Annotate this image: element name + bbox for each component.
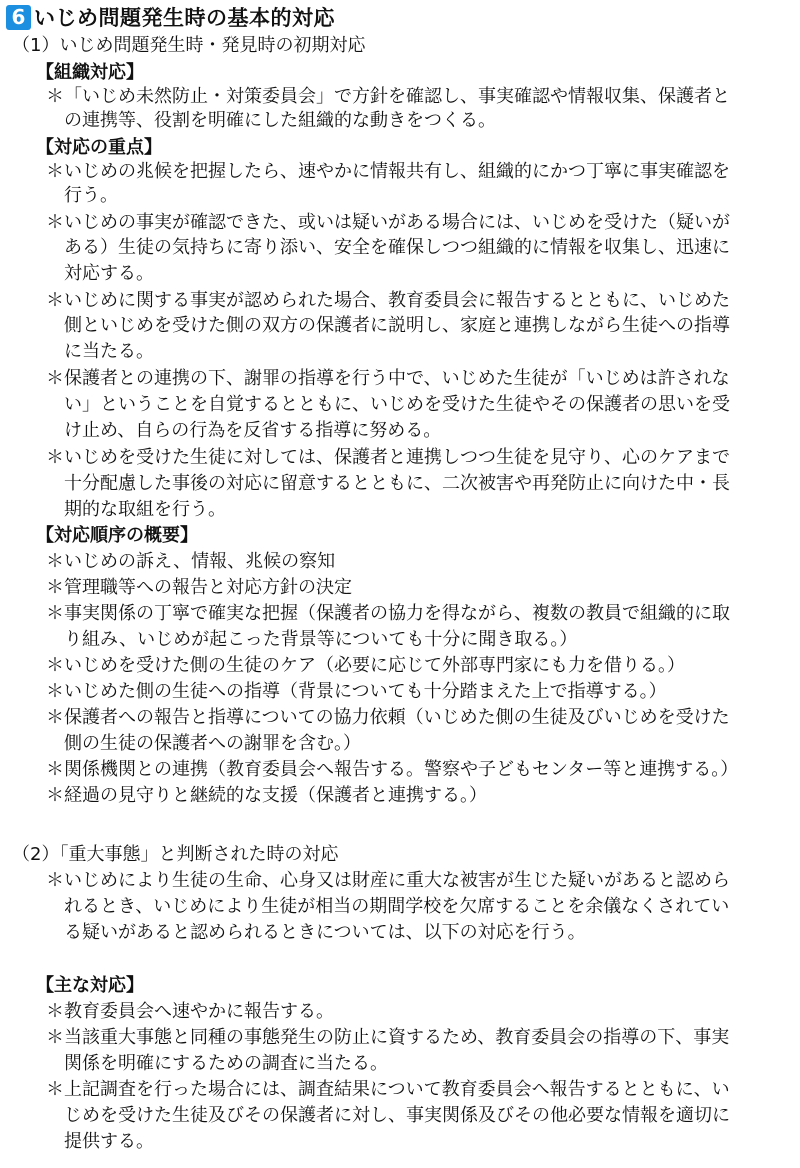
list-item-continuation: に当たる。 [64, 341, 154, 362]
section-heading: （2）「重大事態」と判断された時の対応 [12, 844, 339, 865]
list-item: ＊保護者との連携の下、謝罪の指導を行う中で、いじめた生徒が「いじめは許されな [46, 368, 730, 389]
list-item-continuation: る疑いがあると認められるときについては、以下の対応を行う。 [64, 922, 586, 943]
list-item-continuation: り組み、いじめが起こった背景等についても十分に聞き取る。） [64, 629, 578, 650]
subsection-heading: 【対応順序の概要】 [36, 525, 198, 546]
list-item: ＊いじめを受けた生徒に対しては、保護者と連携しつつ生徒を見守り、心のケアまで [46, 447, 730, 468]
list-item: ＊いじめに関する事実が認められた場合、教育委員会に報告するとともに、いじめた [46, 290, 730, 311]
section-number-badge: 6 [6, 5, 31, 30]
subsection-heading: 【主な対応】 [36, 975, 144, 996]
list-item: ＊いじめの兆候を把握したら、速やかに情報共有し、組織的にかつ丁寧に事実確認を [46, 161, 730, 182]
list-item-continuation: ある）生徒の気持ちに寄り添い、安全を確保しつつ組織的に情報を収集し、迅速に [64, 237, 730, 258]
list-item-continuation: の連携等、役割を明確にした組織的な動きをつくる。 [64, 110, 496, 131]
list-item: ＊上記調査を行った場合には、調査結果について教育委員会へ報告するとともに、い [46, 1079, 730, 1100]
list-item: ＊いじめを受けた側の生徒のケア（必要に応じて外部専門家にも力を借りる。） [46, 655, 685, 676]
list-item: ＊いじめた側の生徒への指導（背景についても十分踏まえた上で指導する。） [46, 681, 667, 702]
list-item-continuation: じめを受けた生徒及びその保護者に対し、事実関係及びその他必要な情報を適切に [64, 1105, 730, 1126]
list-item: ＊いじめの事実が確認できた、或いは疑いがある場合には、いじめを受けた（疑いが [46, 212, 730, 233]
list-item: ＊事実関係の丁寧で確実な把握（保護者の協力を得ながら、複数の教員で組織的に取 [46, 603, 730, 624]
list-item-continuation: 行う。 [64, 185, 118, 206]
list-item-continuation: 関係を明確にするための調査に当たる。 [64, 1053, 388, 1074]
list-item: ＊いじめにより生徒の生命、心身又は財産に重大な被害が生じた疑いがあると認めら [46, 870, 730, 891]
subsection-heading: 【組織対応】 [36, 62, 144, 83]
list-item-continuation: 提供する。 [64, 1131, 154, 1152]
list-item-continuation: 側の生徒の保護者への謝罪を含む。） [64, 733, 361, 754]
list-item: ＊経過の見守りと継続的な支援（保護者と連携する。） [46, 785, 487, 806]
list-item: ＊当該重大事態と同種の事態発生の防止に資するため、教育委員会の指導の下、事実 [46, 1027, 730, 1048]
list-item-continuation: れるとき、いじめにより生徒が相当の期間学校を欠席することを余儀なくされてい [64, 896, 730, 917]
list-item-continuation: 対応する。 [64, 263, 154, 284]
list-item: ＊いじめの訴え、情報、兆候の察知 [46, 551, 336, 572]
list-item-continuation: 十分配慮した事後の対応に留意するとともに、二次被害や再発防止に向けた中・長 [64, 473, 730, 494]
list-item-continuation: い」ということを自覚するとともに、いじめを受けた生徒やその保護者の思いを受 [64, 394, 730, 415]
list-item: ＊教育委員会へ速やかに報告する。 [46, 1001, 334, 1022]
list-item: ＊保護者への報告と指導についての協力依頼（いじめた側の生徒及びいじめを受けた [46, 707, 730, 728]
list-item-continuation: 期的な取組を行う。 [64, 499, 226, 520]
section-title [6, 4, 335, 30]
list-item: ＊「いじめ未然防止・対策委員会」で方針を確認し、事実確認や情報収集、保護者と [46, 86, 730, 107]
list-item: ＊管理職等への報告と対応方針の決定 [46, 577, 352, 598]
subsection-heading: 【対応の重点】 [36, 137, 162, 158]
list-item-continuation: け止め、自らの行為を反省する指導に努める。 [64, 420, 442, 441]
section-title-text: いじめ問題発生時の基本的対応 [34, 6, 335, 30]
section-heading: （1）いじめ問題発生時・発見時の初期対応 [12, 35, 366, 56]
list-item-continuation: 側といじめを受けた側の双方の保護者に説明し、家庭と連携しながら生徒への指導 [64, 315, 730, 336]
list-item: ＊関係機関との連携（教育委員会へ報告する。警察や子どもセンター等と連携する。） [46, 759, 739, 780]
